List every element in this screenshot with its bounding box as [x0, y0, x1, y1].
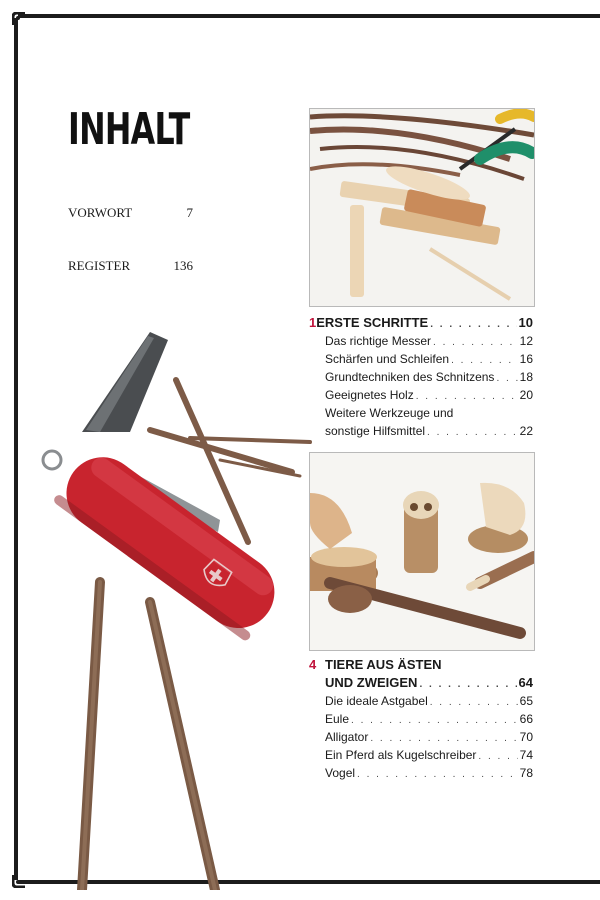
chapter-title-line2: UND ZWEIGEN — [325, 675, 418, 690]
toc-chapter-4 — [309, 656, 533, 782]
toc-entry[interactable] — [309, 764, 533, 782]
chapter-heading[interactable] — [309, 314, 533, 332]
chapter-page: 64 — [518, 675, 533, 690]
toc-entry-register[interactable] — [68, 258, 193, 274]
toc-entry-title: Vogel — [325, 766, 356, 780]
frame-left-border — [14, 18, 18, 880]
toc-entry[interactable] — [309, 728, 533, 746]
toc-entry-label: VORWORT — [68, 205, 133, 220]
toc-entry-title: Die ideale Astgabel — [325, 694, 428, 708]
toc-entry-title: Alligator — [325, 730, 369, 744]
toc-entry-page: 7 — [186, 205, 193, 220]
toc-entry-page: 136 — [173, 258, 193, 273]
toc-entry-page: 74 — [519, 748, 533, 762]
toc-chapter-1 — [309, 314, 533, 440]
frame-top-border — [18, 14, 600, 18]
toc-entry-title: sonstige Hilfsmittel — [325, 424, 426, 438]
toc-entry-title: Grundtechniken des Schnitzens — [325, 370, 495, 384]
toc-entry-page: 78 — [519, 766, 533, 780]
chapter-number: 1 — [309, 315, 317, 330]
chapter-heading[interactable] — [309, 656, 533, 674]
toc-entry-vorwort[interactable] — [68, 205, 193, 221]
toc-entry[interactable] — [309, 692, 533, 710]
toc-entry-line1[interactable]: Weitere Werkzeuge und — [325, 406, 454, 420]
toc-entry[interactable] — [309, 422, 533, 440]
chapter-heading-line2[interactable] — [309, 674, 533, 692]
sticks-illustration — [82, 380, 310, 890]
toc-entry-page: 65 — [519, 694, 533, 708]
toc-entry[interactable] — [309, 386, 533, 404]
toc-entry-page: 18 — [519, 370, 533, 384]
toc-entry-label: REGISTER — [68, 258, 131, 273]
chapter-title: ERSTE SCHRITTE — [316, 315, 429, 330]
wood-tools-photo — [309, 108, 535, 307]
toc-entry[interactable] — [309, 350, 533, 368]
carved-animals-photo — [309, 452, 535, 651]
toc-entry-page: 70 — [519, 730, 533, 744]
toc-entry-page: 66 — [519, 712, 533, 726]
toc-entry-page: 22 — [519, 424, 533, 438]
frame-corner-ornament — [12, 12, 26, 26]
pocket-knife-photo — [30, 320, 330, 890]
toc-entry-page: 20 — [519, 388, 533, 402]
toc-entry-title: Schärfen und Schleifen — [325, 352, 450, 366]
knife-handle — [52, 443, 288, 642]
toc-entry[interactable] — [309, 746, 533, 764]
toc-entry[interactable] — [309, 332, 533, 350]
toc-entry-page: 16 — [519, 352, 533, 366]
toc-entry[interactable] — [309, 368, 533, 386]
chapter-title-line1: TIERE AUS ÄSTEN — [325, 657, 442, 672]
chapter-number: 4 — [309, 657, 317, 672]
toc-entry-page: 12 — [519, 334, 533, 348]
toc-entry[interactable] — [309, 710, 533, 728]
toc-entry-title: Eule — [325, 712, 350, 726]
page-title: INHALT — [68, 104, 190, 155]
toc-entry-title: Ein Pferd als Kugelschreiber — [325, 748, 477, 762]
toc-entry-title: Geeignetes Holz — [325, 388, 414, 402]
chapter-page: 10 — [518, 315, 533, 330]
toc-entry-title: Das richtige Messer — [325, 334, 432, 348]
frame-corner-ornament — [12, 874, 26, 888]
